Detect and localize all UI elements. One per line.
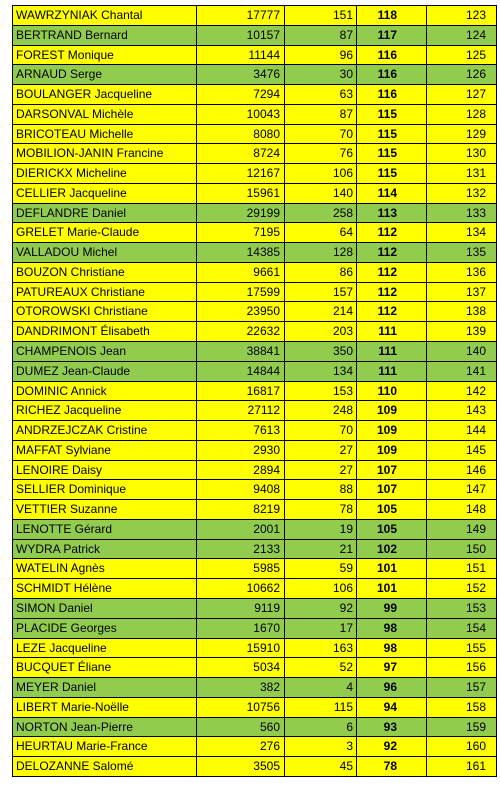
table-row bbox=[13, 184, 497, 204]
rank-cell: 143 bbox=[427, 401, 497, 420]
value-cell-2: 87 bbox=[285, 26, 357, 45]
table-row bbox=[13, 737, 497, 757]
value-cell-1: 16817 bbox=[197, 382, 285, 401]
score-cell: 109 bbox=[357, 421, 427, 440]
value-cell-1: 9661 bbox=[197, 263, 285, 282]
table-row bbox=[13, 144, 497, 164]
value-cell-1: 9408 bbox=[197, 480, 285, 499]
value-cell-1: 10662 bbox=[197, 579, 285, 598]
value-cell-1: 27112 bbox=[197, 401, 285, 420]
value-cell-1: 3476 bbox=[197, 65, 285, 84]
value-cell-2: 140 bbox=[285, 184, 357, 203]
score-cell: 116 bbox=[357, 85, 427, 104]
score-cell: 115 bbox=[357, 125, 427, 144]
person-name-cell: BOUZON Christiane bbox=[13, 263, 197, 282]
table-row bbox=[13, 441, 497, 461]
table-row bbox=[13, 263, 497, 283]
person-name-cell: DEFLANDRE Daniel bbox=[13, 204, 197, 223]
person-name-cell: LEZE Jacqueline bbox=[13, 639, 197, 658]
score-cell: 98 bbox=[357, 639, 427, 658]
person-name-cell: SIMON Daniel bbox=[13, 599, 197, 618]
table-row bbox=[13, 26, 497, 46]
value-cell-2: 45 bbox=[285, 757, 357, 776]
rank-cell: 135 bbox=[427, 243, 497, 262]
table-row bbox=[13, 559, 497, 579]
score-cell: 115 bbox=[357, 105, 427, 124]
table-row bbox=[13, 164, 497, 184]
rank-cell: 139 bbox=[427, 322, 497, 341]
score-cell: 111 bbox=[357, 322, 427, 341]
person-name-cell: MOBILION-JANIN Francine bbox=[13, 144, 197, 163]
score-cell: 111 bbox=[357, 362, 427, 381]
value-cell-1: 382 bbox=[197, 678, 285, 697]
rank-cell: 136 bbox=[427, 263, 497, 282]
table-row bbox=[13, 283, 497, 303]
person-name-cell: VALLADOU Michel bbox=[13, 243, 197, 262]
value-cell-1: 17599 bbox=[197, 283, 285, 302]
value-cell-1: 3505 bbox=[197, 757, 285, 776]
rank-cell: 123 bbox=[427, 6, 497, 25]
value-cell-2: 63 bbox=[285, 85, 357, 104]
value-cell-1: 14385 bbox=[197, 243, 285, 262]
rank-cell: 132 bbox=[427, 184, 497, 203]
score-cell: 112 bbox=[357, 283, 427, 302]
rank-cell: 154 bbox=[427, 619, 497, 638]
score-cell: 101 bbox=[357, 579, 427, 598]
value-cell-2: 87 bbox=[285, 105, 357, 124]
person-name-cell: BOULANGER Jacqueline bbox=[13, 85, 197, 104]
score-cell: 115 bbox=[357, 164, 427, 183]
table-row bbox=[13, 125, 497, 145]
value-cell-1: 15910 bbox=[197, 639, 285, 658]
person-name-cell: MEYER Daniel bbox=[13, 678, 197, 697]
value-cell-2: 258 bbox=[285, 204, 357, 223]
value-cell-1: 22632 bbox=[197, 322, 285, 341]
score-cell: 98 bbox=[357, 619, 427, 638]
rank-cell: 156 bbox=[427, 658, 497, 677]
value-cell-1: 7294 bbox=[197, 85, 285, 104]
person-name-cell: DUMEZ Jean-Claude bbox=[13, 362, 197, 381]
table-row bbox=[13, 421, 497, 441]
rank-cell: 150 bbox=[427, 540, 497, 559]
rank-cell: 134 bbox=[427, 223, 497, 242]
score-cell: 105 bbox=[357, 500, 427, 519]
person-name-cell: ARNAUD Serge bbox=[13, 65, 197, 84]
value-cell-2: 78 bbox=[285, 500, 357, 519]
person-name-cell: SCHMIDT Hélène bbox=[13, 579, 197, 598]
person-name-cell: DIERICKX Micheline bbox=[13, 164, 197, 183]
value-cell-1: 2894 bbox=[197, 461, 285, 480]
score-cell: 111 bbox=[357, 342, 427, 361]
value-cell-1: 276 bbox=[197, 737, 285, 756]
value-cell-2: 30 bbox=[285, 65, 357, 84]
rank-cell: 149 bbox=[427, 520, 497, 539]
value-cell-2: 115 bbox=[285, 698, 357, 717]
rank-cell: 137 bbox=[427, 283, 497, 302]
value-cell-2: 86 bbox=[285, 263, 357, 282]
table-row bbox=[13, 461, 497, 481]
table-row bbox=[13, 678, 497, 698]
score-cell: 99 bbox=[357, 599, 427, 618]
rank-cell: 140 bbox=[427, 342, 497, 361]
score-cell: 96 bbox=[357, 678, 427, 697]
value-cell-2: 19 bbox=[285, 520, 357, 539]
value-cell-2: 59 bbox=[285, 559, 357, 578]
value-cell-2: 128 bbox=[285, 243, 357, 262]
rank-cell: 160 bbox=[427, 737, 497, 756]
value-cell-1: 2133 bbox=[197, 540, 285, 559]
score-cell: 112 bbox=[357, 263, 427, 282]
value-cell-2: 27 bbox=[285, 461, 357, 480]
score-cell: 117 bbox=[357, 26, 427, 45]
table-row bbox=[13, 322, 497, 342]
table-row bbox=[13, 46, 497, 66]
person-name-cell: WAWRZYNIAK Chantal bbox=[13, 6, 197, 25]
score-cell: 109 bbox=[357, 401, 427, 420]
value-cell-2: 6 bbox=[285, 718, 357, 737]
value-cell-2: 96 bbox=[285, 46, 357, 65]
person-name-cell: VETTIER Suzanne bbox=[13, 500, 197, 519]
table-row bbox=[13, 342, 497, 362]
table-row bbox=[13, 619, 497, 639]
value-cell-2: 4 bbox=[285, 678, 357, 697]
table-row bbox=[13, 382, 497, 402]
value-cell-2: 64 bbox=[285, 223, 357, 242]
rank-cell: 129 bbox=[427, 125, 497, 144]
value-cell-2: 3 bbox=[285, 737, 357, 756]
value-cell-1: 10043 bbox=[197, 105, 285, 124]
value-cell-2: 52 bbox=[285, 658, 357, 677]
value-cell-1: 14844 bbox=[197, 362, 285, 381]
value-cell-2: 163 bbox=[285, 639, 357, 658]
value-cell-2: 157 bbox=[285, 283, 357, 302]
rank-cell: 126 bbox=[427, 65, 497, 84]
value-cell-2: 203 bbox=[285, 322, 357, 341]
person-name-cell: BUCQUET Éliane bbox=[13, 658, 197, 677]
table-row bbox=[13, 480, 497, 500]
value-cell-1: 1670 bbox=[197, 619, 285, 638]
table-row bbox=[13, 105, 497, 125]
person-name-cell: PATUREAUX Christiane bbox=[13, 283, 197, 302]
person-name-cell: LIBERT Marie-Noëlle bbox=[13, 698, 197, 717]
rank-cell: 145 bbox=[427, 441, 497, 460]
score-cell: 101 bbox=[357, 559, 427, 578]
value-cell-1: 11144 bbox=[197, 46, 285, 65]
score-cell: 92 bbox=[357, 737, 427, 756]
table-row bbox=[13, 718, 497, 738]
rank-cell: 124 bbox=[427, 26, 497, 45]
value-cell-2: 88 bbox=[285, 480, 357, 499]
rank-cell: 131 bbox=[427, 164, 497, 183]
table-row bbox=[13, 520, 497, 540]
person-name-cell: FOREST Monique bbox=[13, 46, 197, 65]
table-row bbox=[13, 243, 497, 263]
person-name-cell: GRELET Marie-Claude bbox=[13, 223, 197, 242]
person-name-cell: WYDRA Patrick bbox=[13, 540, 197, 559]
value-cell-1: 23950 bbox=[197, 302, 285, 321]
person-name-cell: DOMINIC Annick bbox=[13, 382, 197, 401]
rank-cell: 127 bbox=[427, 85, 497, 104]
score-cell: 115 bbox=[357, 144, 427, 163]
score-cell: 94 bbox=[357, 698, 427, 717]
person-name-cell: HEURTAU Marie-France bbox=[13, 737, 197, 756]
person-name-cell: ANDRZEJCZAK Cristine bbox=[13, 421, 197, 440]
value-cell-1: 12167 bbox=[197, 164, 285, 183]
person-name-cell: WATELIN Agnès bbox=[13, 559, 197, 578]
table-row bbox=[13, 658, 497, 678]
rank-cell: 141 bbox=[427, 362, 497, 381]
score-cell: 97 bbox=[357, 658, 427, 677]
rank-cell: 142 bbox=[427, 382, 497, 401]
value-cell-1: 15961 bbox=[197, 184, 285, 203]
rank-cell: 151 bbox=[427, 559, 497, 578]
table-row bbox=[13, 579, 497, 599]
value-cell-2: 92 bbox=[285, 599, 357, 618]
score-cell: 110 bbox=[357, 382, 427, 401]
rank-cell: 146 bbox=[427, 461, 497, 480]
person-name-cell: LENOTTE Gérard bbox=[13, 520, 197, 539]
value-cell-1: 10756 bbox=[197, 698, 285, 717]
value-cell-1: 2930 bbox=[197, 441, 285, 460]
rank-cell: 159 bbox=[427, 718, 497, 737]
value-cell-1: 8080 bbox=[197, 125, 285, 144]
rank-cell: 128 bbox=[427, 105, 497, 124]
rank-cell: 153 bbox=[427, 599, 497, 618]
value-cell-2: 76 bbox=[285, 144, 357, 163]
rank-cell: 152 bbox=[427, 579, 497, 598]
score-cell: 107 bbox=[357, 480, 427, 499]
value-cell-1: 38841 bbox=[197, 342, 285, 361]
value-cell-2: 350 bbox=[285, 342, 357, 361]
table-row bbox=[13, 204, 497, 224]
score-cell: 109 bbox=[357, 441, 427, 460]
table-row bbox=[13, 698, 497, 718]
score-cell: 116 bbox=[357, 65, 427, 84]
person-name-cell: CHAMPENOIS Jean bbox=[13, 342, 197, 361]
ranking-table bbox=[12, 5, 497, 777]
person-name-cell: BRICOTEAU Michelle bbox=[13, 125, 197, 144]
rank-cell: 125 bbox=[427, 46, 497, 65]
value-cell-2: 21 bbox=[285, 540, 357, 559]
rank-cell: 158 bbox=[427, 698, 497, 717]
rank-cell: 155 bbox=[427, 639, 497, 658]
table-row bbox=[13, 85, 497, 105]
person-name-cell: NORTON Jean-Pierre bbox=[13, 718, 197, 737]
person-name-cell: LENOIRE Daisy bbox=[13, 461, 197, 480]
score-cell: 105 bbox=[357, 520, 427, 539]
table-row bbox=[13, 500, 497, 520]
table-row bbox=[13, 540, 497, 560]
value-cell-2: 70 bbox=[285, 125, 357, 144]
value-cell-2: 214 bbox=[285, 302, 357, 321]
table-row bbox=[13, 401, 497, 421]
value-cell-2: 151 bbox=[285, 6, 357, 25]
person-name-cell: BERTRAND Bernard bbox=[13, 26, 197, 45]
score-cell: 78 bbox=[357, 757, 427, 776]
table-row bbox=[13, 599, 497, 619]
score-cell: 114 bbox=[357, 184, 427, 203]
score-cell: 107 bbox=[357, 461, 427, 480]
value-cell-1: 10157 bbox=[197, 26, 285, 45]
rank-cell: 144 bbox=[427, 421, 497, 440]
value-cell-1: 7613 bbox=[197, 421, 285, 440]
rank-cell: 148 bbox=[427, 500, 497, 519]
value-cell-1: 5034 bbox=[197, 658, 285, 677]
score-cell: 112 bbox=[357, 302, 427, 321]
value-cell-1: 560 bbox=[197, 718, 285, 737]
table-row bbox=[13, 223, 497, 243]
table-row bbox=[13, 757, 497, 777]
value-cell-1: 17777 bbox=[197, 6, 285, 25]
value-cell-1: 9119 bbox=[197, 599, 285, 618]
rank-cell: 133 bbox=[427, 204, 497, 223]
table-row bbox=[13, 6, 497, 26]
person-name-cell: OTOROWSKI Christiane bbox=[13, 302, 197, 321]
value-cell-2: 17 bbox=[285, 619, 357, 638]
value-cell-1: 5985 bbox=[197, 559, 285, 578]
rank-cell: 161 bbox=[427, 757, 497, 776]
score-cell: 118 bbox=[357, 6, 427, 25]
value-cell-2: 70 bbox=[285, 421, 357, 440]
value-cell-2: 134 bbox=[285, 362, 357, 381]
table-row bbox=[13, 362, 497, 382]
person-name-cell: MAFFAT Sylviane bbox=[13, 441, 197, 460]
value-cell-1: 8219 bbox=[197, 500, 285, 519]
score-cell: 112 bbox=[357, 243, 427, 262]
table-row bbox=[13, 65, 497, 85]
value-cell-1: 8724 bbox=[197, 144, 285, 163]
rank-cell: 130 bbox=[427, 144, 497, 163]
person-name-cell: DANDRIMONT Élisabeth bbox=[13, 322, 197, 341]
person-name-cell: DELOZANNE Salomé bbox=[13, 757, 197, 776]
score-cell: 112 bbox=[357, 223, 427, 242]
rank-cell: 147 bbox=[427, 480, 497, 499]
person-name-cell: CELLIER Jacqueline bbox=[13, 184, 197, 203]
value-cell-1: 29199 bbox=[197, 204, 285, 223]
table-row bbox=[13, 302, 497, 322]
value-cell-2: 27 bbox=[285, 441, 357, 460]
value-cell-1: 2001 bbox=[197, 520, 285, 539]
table-row bbox=[13, 639, 497, 659]
person-name-cell: SELLIER Dominique bbox=[13, 480, 197, 499]
score-cell: 113 bbox=[357, 204, 427, 223]
person-name-cell: DARSONVAL Michèle bbox=[13, 105, 197, 124]
value-cell-2: 248 bbox=[285, 401, 357, 420]
rank-cell: 138 bbox=[427, 302, 497, 321]
person-name-cell: RICHEZ Jacqueline bbox=[13, 401, 197, 420]
score-cell: 93 bbox=[357, 718, 427, 737]
value-cell-1: 7195 bbox=[197, 223, 285, 242]
value-cell-2: 106 bbox=[285, 164, 357, 183]
value-cell-2: 153 bbox=[285, 382, 357, 401]
rank-cell: 157 bbox=[427, 678, 497, 697]
person-name-cell: PLACIDE Georges bbox=[13, 619, 197, 638]
score-cell: 116 bbox=[357, 46, 427, 65]
value-cell-2: 106 bbox=[285, 579, 357, 598]
score-cell: 102 bbox=[357, 540, 427, 559]
